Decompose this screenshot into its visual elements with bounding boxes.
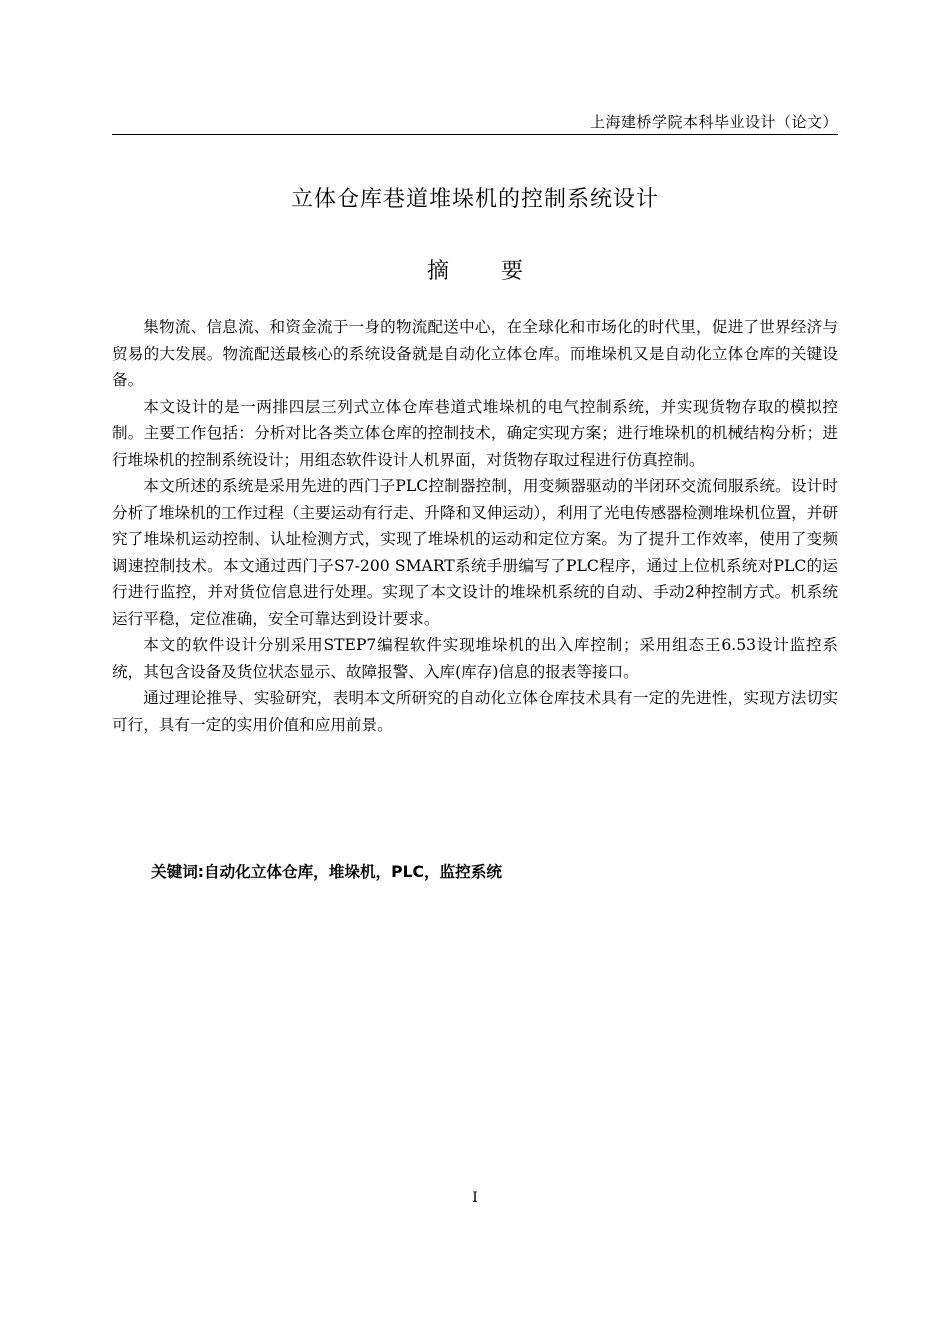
abstract-heading-char-2: 要 [501, 259, 524, 284]
abstract-paragraph-4: 本文的软件设计分别采用STEP7编程软件实现堆垛机的出入库控制；采用组态王6.53设计监控系统，其包含设备及货位状态显示、故障报警、入库(库存)信息的报表等接口。 [112, 636, 838, 681]
abstract-heading [112, 256, 838, 288]
abstract-paragraph-2: 本文设计的是一两排四层三列式立体仓库巷道式堆垛机的电气控制系统，并实现货物存取的模拟控制。主要工作包括：分析对比各类立体仓库的控制技术，确定实现方案；进行堆垛机的机械结构分析；进行堆垛机的控制系统设计；用组态软件设计人机界面，对货物存取过程进行仿真控制。 [112, 397, 838, 469]
running-header: 上海建桥学院本科毕业设计（论文） [589, 113, 838, 131]
abstract-body [112, 314, 838, 738]
header-rule [112, 134, 838, 135]
abstract-paragraph-5: 通过理论推导、实验研究，表明本文所研究的自动化立体仓库技术具有一定的先进性，实现方法切实可行，具有一定的实用价值和应用前景。 [112, 689, 838, 734]
abstract-paragraph-1: 集物流、信息流、和资金流于一身的物流配送中心，在全球化和市场化的时代里，促进了世界经济与贸易的大发展。物流配送最核心的系统设备就是自动化立体仓库。而堆垛机又是自动化立体仓库的关键设备。 [112, 318, 838, 389]
thesis-title: 立体仓库巷道堆垛机的控制系统设计 [290, 187, 659, 212]
keywords-line: 关键词:自动化立体仓库，堆垛机，PLC，监控系统 [151, 863, 502, 881]
abstract-heading-char-1: 摘 [426, 259, 449, 284]
abstract-paragraph-3: 本文所述的系统是采用先进的西门子PLC控制器控制，用变频器驱动的半闭环交流伺服系统。设计时分析了堆垛机的工作过程（主要运动有行走、升降和叉伸运动），利用了光电传感器检测堆垛机位置，并研究了堆垛机运动控制、认址检测方式，实现了堆垛机的运动和定位方案。为了提升工作效率，使用了变频调速控制技术。本文通过西门子S7-200 SMART系统手册编写了PLC程序，通过上位机系统对PLC的运行进行监控，并对货位信息进行处理。实现了本文设计的堆垛机系统的自动、手动2种控制方式。机系统运行平稳，定位准确，安全可靠达到设计要求。 [112, 477, 838, 628]
page-number: I [472, 1190, 478, 1206]
